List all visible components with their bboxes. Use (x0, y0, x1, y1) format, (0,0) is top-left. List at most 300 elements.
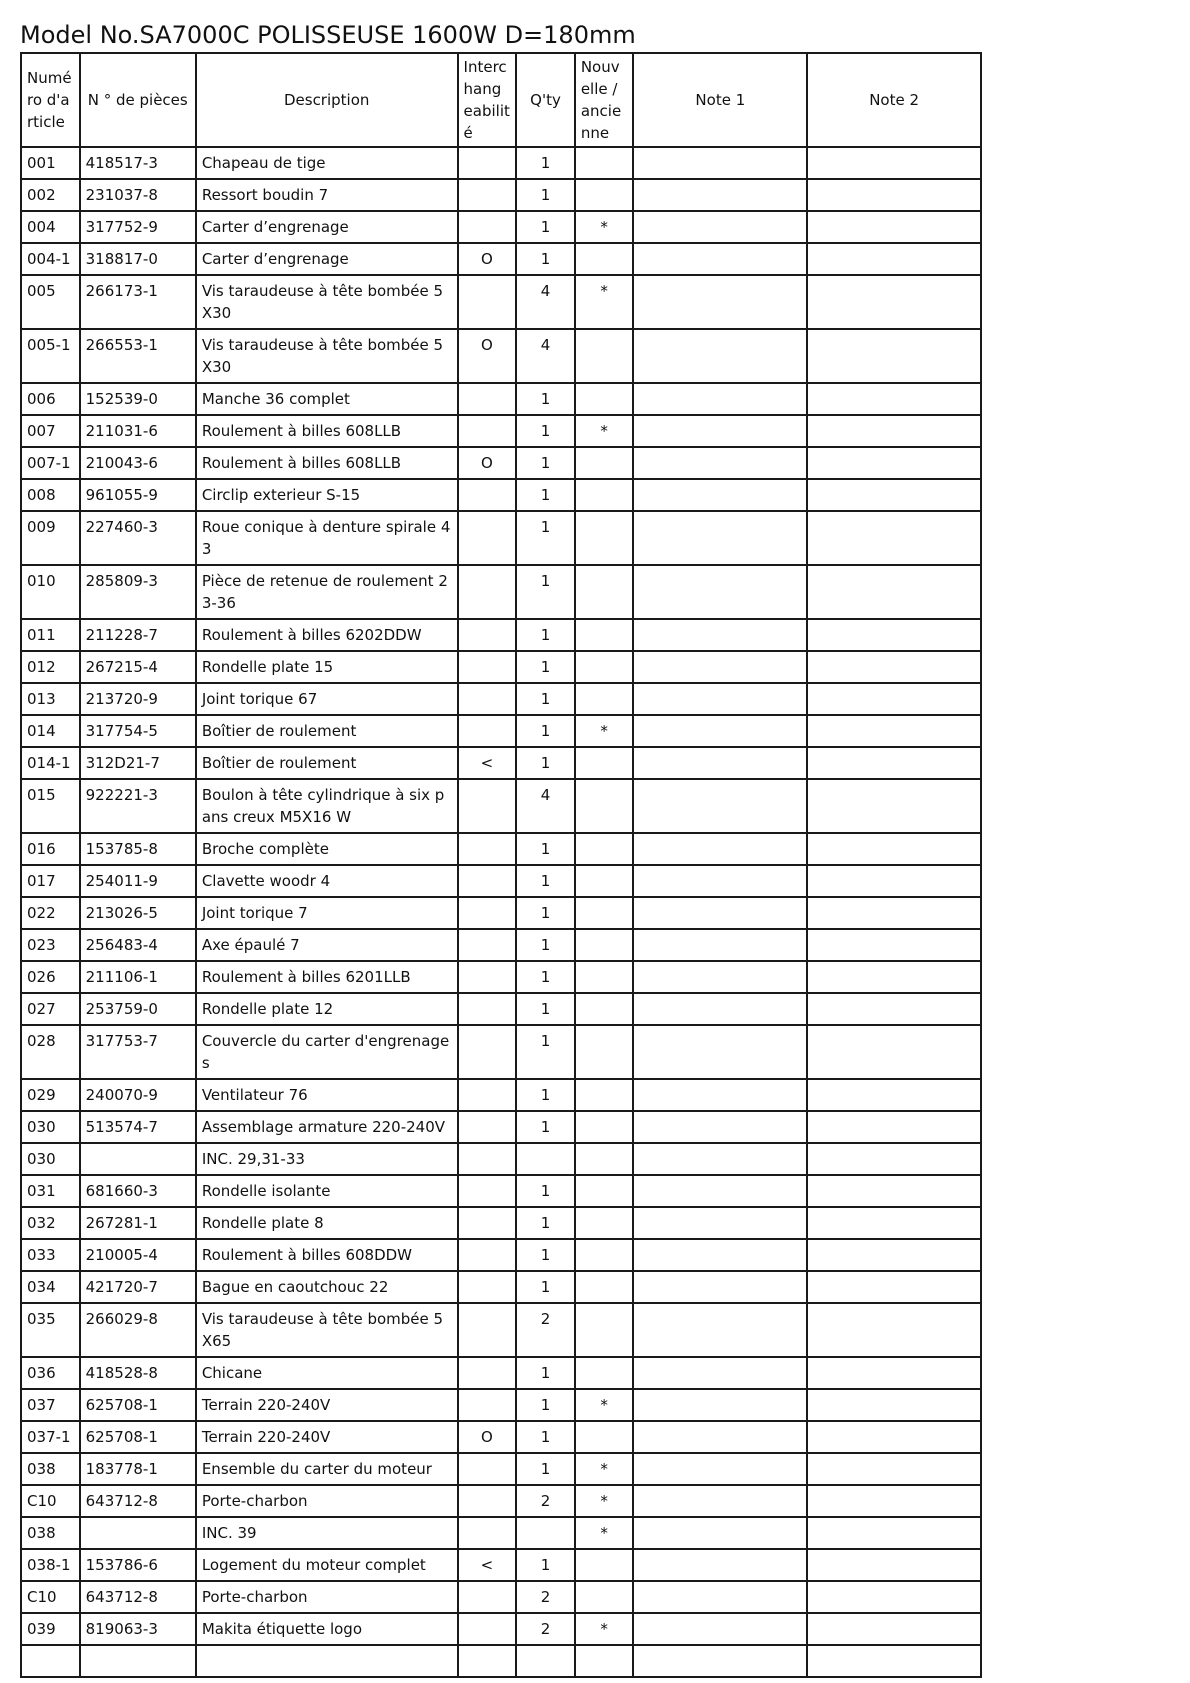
new-old-cell (575, 993, 634, 1025)
empty-cell (575, 1645, 634, 1677)
part-no-cell: 240070-9 (80, 1079, 196, 1111)
part-no-cell: 266029-8 (80, 1303, 196, 1357)
qty-cell: 4 (516, 779, 575, 833)
item-no-cell: 035 (21, 1303, 80, 1357)
new-old-cell: * (575, 1389, 634, 1421)
table-row (21, 1517, 981, 1549)
description-cell: Terrain 220-240V (196, 1421, 458, 1453)
note1-cell (633, 243, 807, 275)
new-old-cell (575, 619, 634, 651)
interchangeability-cell (458, 415, 517, 447)
new-old-cell (575, 1207, 634, 1239)
table-row (21, 865, 981, 897)
note1-cell (633, 329, 807, 383)
description-cell: Ressort boudin 7 (196, 179, 458, 211)
qty-cell: 1 (516, 243, 575, 275)
note1-cell (633, 1485, 807, 1517)
note2-cell (807, 147, 981, 179)
part-no-cell: 152539-0 (80, 383, 196, 415)
interchangeability-cell (458, 865, 517, 897)
description-cell: Pièce de retenue de roulement 23-36 (196, 565, 458, 619)
note2-cell (807, 243, 981, 275)
item-no-cell: 038 (21, 1453, 80, 1485)
table-row (21, 1143, 981, 1175)
note2-cell (807, 715, 981, 747)
qty-cell: 1 (516, 1025, 575, 1079)
interchangeability-cell (458, 275, 517, 329)
note1-cell (633, 383, 807, 415)
table-row (21, 565, 981, 619)
note2-cell (807, 993, 981, 1025)
qty-cell: 2 (516, 1613, 575, 1645)
part-no-cell: 922221-3 (80, 779, 196, 833)
qty-cell: 1 (516, 1421, 575, 1453)
item-no-cell: 011 (21, 619, 80, 651)
qty-cell: 1 (516, 211, 575, 243)
description-cell: Rondelle plate 8 (196, 1207, 458, 1239)
new-old-cell (575, 243, 634, 275)
part-no-cell: 266553-1 (80, 329, 196, 383)
note2-cell (807, 1143, 981, 1175)
note2-cell (807, 1207, 981, 1239)
qty-cell: 1 (516, 1357, 575, 1389)
new-old-cell (575, 329, 634, 383)
item-no-cell: 038-1 (21, 1549, 80, 1581)
item-no-cell: 032 (21, 1207, 80, 1239)
new-old-cell (575, 565, 634, 619)
item-no-cell: 037 (21, 1389, 80, 1421)
note1-cell (633, 1453, 807, 1485)
part-no-cell: 254011-9 (80, 865, 196, 897)
note1-cell (633, 1239, 807, 1271)
item-no-cell: 016 (21, 833, 80, 865)
interchangeability-cell: < (458, 747, 517, 779)
note2-cell (807, 1453, 981, 1485)
table-row (21, 1079, 981, 1111)
note2-cell (807, 1613, 981, 1645)
note2-cell (807, 1517, 981, 1549)
part-no-cell: 643712-8 (80, 1485, 196, 1517)
table-row (21, 1207, 981, 1239)
note2-cell (807, 961, 981, 993)
interchangeability-cell (458, 211, 517, 243)
note1-cell (633, 779, 807, 833)
part-no-cell: 266173-1 (80, 275, 196, 329)
part-no-cell: 421720-7 (80, 1271, 196, 1303)
table-row (21, 383, 981, 415)
new-old-cell: * (575, 211, 634, 243)
new-old-cell: * (575, 715, 634, 747)
table-row (21, 511, 981, 565)
part-no-cell: 961055-9 (80, 479, 196, 511)
empty-cell (21, 1645, 80, 1677)
new-old-cell: * (575, 1453, 634, 1485)
empty-cell (458, 1645, 517, 1677)
empty-cell (516, 1645, 575, 1677)
description-cell: Vis taraudeuse à tête bombée 5X30 (196, 275, 458, 329)
table-row (21, 447, 981, 479)
qty-cell: 1 (516, 1207, 575, 1239)
table-row (21, 683, 981, 715)
part-no-cell: 317752-9 (80, 211, 196, 243)
note1-cell (633, 147, 807, 179)
table-row (21, 929, 981, 961)
note2-cell (807, 1175, 981, 1207)
new-old-cell (575, 1025, 634, 1079)
new-old-cell (575, 1357, 634, 1389)
qty-cell: 1 (516, 897, 575, 929)
qty-cell: 1 (516, 565, 575, 619)
note1-cell (633, 1613, 807, 1645)
qty-cell: 1 (516, 683, 575, 715)
description-cell: Roulement à billes 608LLB (196, 415, 458, 447)
part-no-cell: 153786-6 (80, 1549, 196, 1581)
note2-cell (807, 1239, 981, 1271)
table-row (21, 179, 981, 211)
table-row (21, 1239, 981, 1271)
interchangeability-cell (458, 619, 517, 651)
qty-cell: 1 (516, 447, 575, 479)
new-old-cell (575, 1111, 634, 1143)
empty-cell (196, 1645, 458, 1677)
interchangeability-cell: O (458, 243, 517, 275)
interchangeability-cell (458, 1613, 517, 1645)
new-old-cell (575, 383, 634, 415)
item-no-cell: 033 (21, 1239, 80, 1271)
note1-cell (633, 683, 807, 715)
item-no-cell: 004 (21, 211, 80, 243)
qty-cell: 1 (516, 179, 575, 211)
table-row (21, 147, 981, 179)
new-old-cell: * (575, 415, 634, 447)
description-cell: Makita étiquette logo (196, 1613, 458, 1645)
table-row (21, 1549, 981, 1581)
part-no-cell: 418528-8 (80, 1357, 196, 1389)
description-cell: Boîtier de roulement (196, 715, 458, 747)
qty-cell: 1 (516, 1239, 575, 1271)
part-no-cell: 183778-1 (80, 1453, 196, 1485)
item-no-cell: 023 (21, 929, 80, 961)
interchangeability-cell (458, 993, 517, 1025)
table-row (21, 715, 981, 747)
table-row (21, 479, 981, 511)
qty-cell: 1 (516, 929, 575, 961)
description-cell: Clavette woodr 4 (196, 865, 458, 897)
part-no-cell: 819063-3 (80, 1613, 196, 1645)
note1-cell (633, 747, 807, 779)
description-cell: Boîtier de roulement (196, 747, 458, 779)
qty-cell: 1 (516, 651, 575, 683)
description-cell: Rondelle plate 12 (196, 993, 458, 1025)
description-cell: Rondelle isolante (196, 1175, 458, 1207)
qty-cell: 1 (516, 383, 575, 415)
description-cell: INC. 29,31-33 (196, 1143, 458, 1175)
note1-cell (633, 715, 807, 747)
interchangeability-cell (458, 1175, 517, 1207)
item-no-cell: 036 (21, 1357, 80, 1389)
item-no-cell: 002 (21, 179, 80, 211)
item-no-cell: 022 (21, 897, 80, 929)
table-row (21, 1389, 981, 1421)
table-row (21, 1111, 981, 1143)
qty-cell: 1 (516, 865, 575, 897)
note1-cell (633, 929, 807, 961)
item-no-cell: 034 (21, 1271, 80, 1303)
part-no-cell: 513574-7 (80, 1111, 196, 1143)
new-old-cell: * (575, 1517, 634, 1549)
part-no-cell: 681660-3 (80, 1175, 196, 1207)
part-no-cell (80, 1517, 196, 1549)
new-old-cell (575, 651, 634, 683)
interchangeability-cell: O (458, 329, 517, 383)
table-row (21, 961, 981, 993)
new-old-cell (575, 1549, 634, 1581)
qty-cell: 1 (516, 1549, 575, 1581)
description-cell: Couvercle du carter d'engrenages (196, 1025, 458, 1079)
new-old-cell (575, 179, 634, 211)
item-no-cell: 030 (21, 1143, 80, 1175)
new-old-cell: * (575, 1613, 634, 1645)
part-no-cell: 213026-5 (80, 897, 196, 929)
part-no-cell: 317754-5 (80, 715, 196, 747)
qty-cell: 2 (516, 1485, 575, 1517)
note2-cell (807, 619, 981, 651)
interchangeability-cell (458, 651, 517, 683)
description-cell: Axe épaulé 7 (196, 929, 458, 961)
description-cell: Roulement à billes 608DDW (196, 1239, 458, 1271)
new-old-cell: * (575, 275, 634, 329)
interchangeability-cell (458, 1453, 517, 1485)
item-no-cell: 027 (21, 993, 80, 1025)
note2-cell (807, 1357, 981, 1389)
table-row (21, 1271, 981, 1303)
header-qty: Q'ty (516, 53, 575, 147)
item-no-cell: C10 (21, 1581, 80, 1613)
qty-cell: 1 (516, 511, 575, 565)
note2-cell (807, 511, 981, 565)
part-no-cell: 267215-4 (80, 651, 196, 683)
description-cell: Roulement à billes 608LLB (196, 447, 458, 479)
item-no-cell: 031 (21, 1175, 80, 1207)
qty-cell: 1 (516, 1271, 575, 1303)
table-row (21, 329, 981, 383)
interchangeability-cell (458, 1271, 517, 1303)
qty-cell (516, 1143, 575, 1175)
new-old-cell (575, 683, 634, 715)
description-cell: Joint torique 67 (196, 683, 458, 715)
item-no-cell: 014-1 (21, 747, 80, 779)
table-row (21, 1357, 981, 1389)
description-cell: Rondelle plate 15 (196, 651, 458, 683)
new-old-cell (575, 147, 634, 179)
item-no-cell: 008 (21, 479, 80, 511)
note2-cell (807, 447, 981, 479)
note1-cell (633, 415, 807, 447)
note1-cell (633, 993, 807, 1025)
qty-cell: 1 (516, 1453, 575, 1485)
table-row (21, 779, 981, 833)
note2-cell (807, 1271, 981, 1303)
description-cell: Carter d’engrenage (196, 211, 458, 243)
item-no-cell: 014 (21, 715, 80, 747)
description-cell: Roue conique à denture spirale 43 (196, 511, 458, 565)
item-no-cell: 030 (21, 1111, 80, 1143)
note2-cell (807, 1111, 981, 1143)
header-part-no: N ° de pièces (80, 53, 196, 147)
note1-cell (633, 479, 807, 511)
qty-cell: 4 (516, 329, 575, 383)
interchangeability-cell (458, 1079, 517, 1111)
part-no-cell: 211228-7 (80, 619, 196, 651)
table-row (21, 1613, 981, 1645)
note1-cell (633, 833, 807, 865)
description-cell: Roulement à billes 6201LLB (196, 961, 458, 993)
new-old-cell (575, 897, 634, 929)
item-no-cell: 039 (21, 1613, 80, 1645)
item-no-cell: 005 (21, 275, 80, 329)
description-cell: Carter d’engrenage (196, 243, 458, 275)
note2-cell (807, 865, 981, 897)
interchangeability-cell (458, 897, 517, 929)
qty-cell: 1 (516, 747, 575, 779)
note1-cell (633, 1025, 807, 1079)
qty-cell: 1 (516, 1111, 575, 1143)
note1-cell (633, 1421, 807, 1453)
note1-cell (633, 1143, 807, 1175)
empty-cell (633, 1645, 807, 1677)
note1-cell (633, 511, 807, 565)
note2-cell (807, 275, 981, 329)
note2-cell (807, 479, 981, 511)
qty-cell: 1 (516, 1079, 575, 1111)
interchangeability-cell (458, 511, 517, 565)
table-row (21, 243, 981, 275)
item-no-cell: 029 (21, 1079, 80, 1111)
item-no-cell: 037-1 (21, 1421, 80, 1453)
qty-cell: 1 (516, 993, 575, 1025)
qty-cell: 1 (516, 415, 575, 447)
note2-cell (807, 1303, 981, 1357)
qty-cell: 1 (516, 833, 575, 865)
note2-cell (807, 1079, 981, 1111)
part-no-cell: 312D21-7 (80, 747, 196, 779)
note1-cell (633, 1079, 807, 1111)
part-no-cell: 210043-6 (80, 447, 196, 479)
note1-cell (633, 447, 807, 479)
qty-cell: 1 (516, 619, 575, 651)
table-row (21, 833, 981, 865)
item-no-cell: 001 (21, 147, 80, 179)
note1-cell (633, 961, 807, 993)
qty-cell: 1 (516, 147, 575, 179)
interchangeability-cell (458, 1485, 517, 1517)
new-old-cell (575, 747, 634, 779)
item-no-cell: 012 (21, 651, 80, 683)
interchangeability-cell: < (458, 1549, 517, 1581)
interchangeability-cell (458, 1517, 517, 1549)
note1-cell (633, 179, 807, 211)
note2-cell (807, 833, 981, 865)
interchangeability-cell (458, 779, 517, 833)
description-cell: Vis taraudeuse à tête bombée 5X65 (196, 1303, 458, 1357)
item-no-cell: 028 (21, 1025, 80, 1079)
part-no-cell: 643712-8 (80, 1581, 196, 1613)
description-cell: Joint torique 7 (196, 897, 458, 929)
interchangeability-cell (458, 929, 517, 961)
header-description: Description (196, 53, 458, 147)
description-cell: Bague en caoutchouc 22 (196, 1271, 458, 1303)
part-no-cell: 267281-1 (80, 1207, 196, 1239)
interchangeability-cell (458, 565, 517, 619)
table-row (21, 275, 981, 329)
note2-cell (807, 929, 981, 961)
parts-table-body (21, 147, 981, 1677)
new-old-cell (575, 1421, 634, 1453)
new-old-cell (575, 929, 634, 961)
note2-cell (807, 415, 981, 447)
note1-cell (633, 619, 807, 651)
new-old-cell (575, 1079, 634, 1111)
note1-cell (633, 865, 807, 897)
interchangeability-cell (458, 1581, 517, 1613)
description-cell: Ensemble du carter du moteur (196, 1453, 458, 1485)
table-row (21, 897, 981, 929)
note2-cell (807, 683, 981, 715)
note1-cell (633, 1175, 807, 1207)
description-cell: Logement du moteur complet (196, 1549, 458, 1581)
description-cell: Assemblage armature 220-240V (196, 1111, 458, 1143)
interchangeability-cell (458, 715, 517, 747)
part-no-cell: 210005-4 (80, 1239, 196, 1271)
qty-cell: 1 (516, 715, 575, 747)
table-row (21, 619, 981, 651)
item-no-cell: 026 (21, 961, 80, 993)
note2-cell (807, 1025, 981, 1079)
note1-cell (633, 1207, 807, 1239)
note2-cell (807, 1549, 981, 1581)
item-no-cell: 006 (21, 383, 80, 415)
qty-cell: 2 (516, 1303, 575, 1357)
item-no-cell: 007 (21, 415, 80, 447)
item-no-cell: 007-1 (21, 447, 80, 479)
part-no-cell (80, 1143, 196, 1175)
description-cell: Ventilateur 76 (196, 1079, 458, 1111)
header-item-no: Numé ro d'a rticle (21, 53, 80, 147)
new-old-cell (575, 447, 634, 479)
table-row (21, 1421, 981, 1453)
description-cell: Chicane (196, 1357, 458, 1389)
interchangeability-cell: O (458, 1421, 517, 1453)
description-cell: INC. 39 (196, 1517, 458, 1549)
new-old-cell (575, 1303, 634, 1357)
new-old-cell (575, 1581, 634, 1613)
interchangeability-cell (458, 1143, 517, 1175)
part-no-cell: 625708-1 (80, 1421, 196, 1453)
note2-cell (807, 897, 981, 929)
description-cell: Vis taraudeuse à tête bombée 5X30 (196, 329, 458, 383)
note1-cell (633, 897, 807, 929)
note1-cell (633, 211, 807, 243)
interchangeability-cell (458, 1207, 517, 1239)
note2-cell (807, 1421, 981, 1453)
part-no-cell: 231037-8 (80, 179, 196, 211)
note1-cell (633, 1581, 807, 1613)
qty-cell: 4 (516, 275, 575, 329)
part-no-cell: 625708-1 (80, 1389, 196, 1421)
item-no-cell: 015 (21, 779, 80, 833)
part-no-cell: 285809-3 (80, 565, 196, 619)
description-cell: Chapeau de tige (196, 147, 458, 179)
